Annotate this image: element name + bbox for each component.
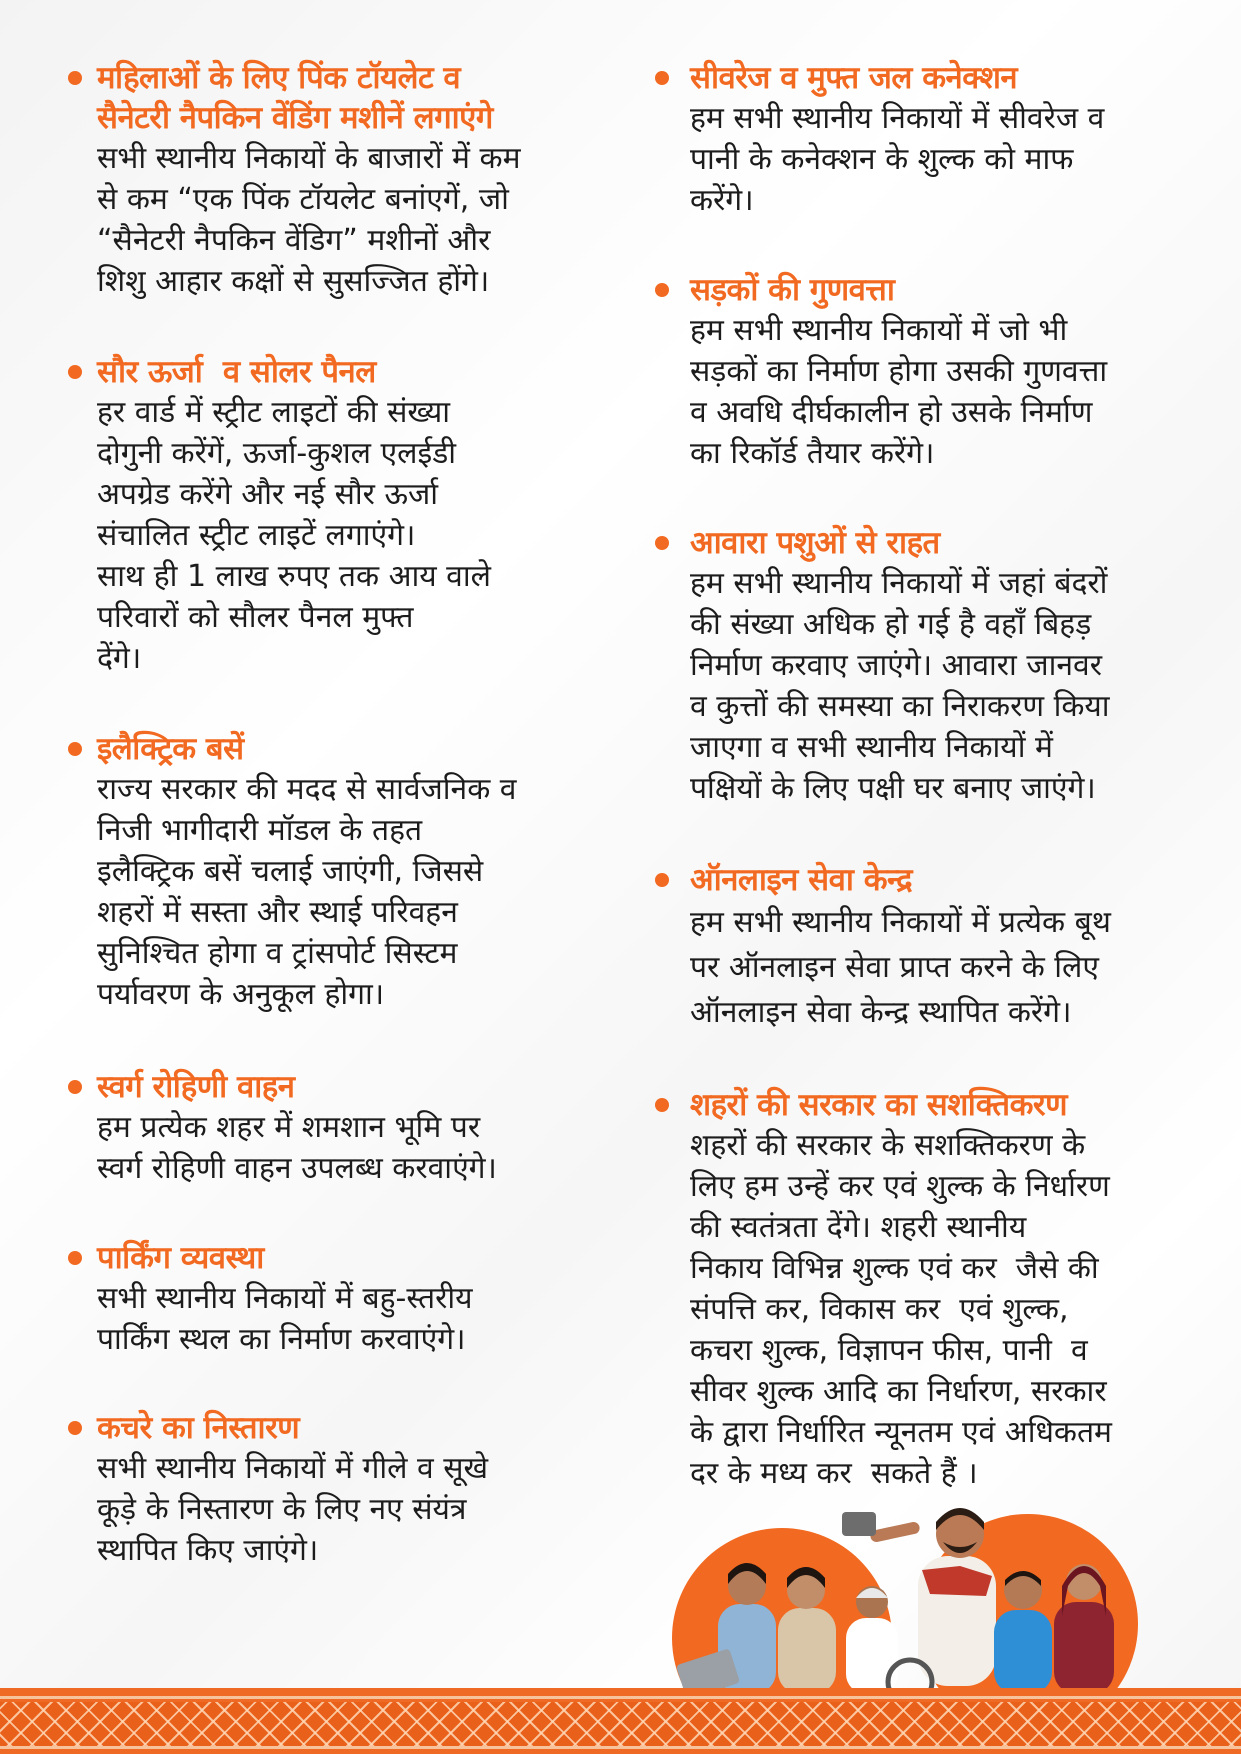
border-line-bottom bbox=[0, 1746, 1241, 1749]
item-body: हर वार्ड में स्ट्रीट लाइटों की संख्या दोगुनी करेंगें, ऊर्जा-कुशल एलईडी अपग्रेड करेंगे और नई सौर ऊर्जा संचालित स्ट्रीट लाइटें लगाएंगे। साथ ही 1 लाख रुपए तक आय वाले परिवारों को सौलर पैनल मुफ्त देंगे। bbox=[97, 395, 491, 676]
item-hearse-vehicle bbox=[97, 1067, 497, 1189]
bullet-dot-icon bbox=[68, 1251, 82, 1265]
item-body: सभी स्थानीय निकायों में गीले व सूखे कूड़े के निस्तारण के लिए नए संयंत्र स्थापित किए जाएंगे। bbox=[97, 1451, 489, 1568]
item-heading: सौर ऊर्जा व सोलर पैनल bbox=[97, 354, 376, 390]
bullet-dot-icon bbox=[68, 1421, 82, 1435]
item-heading: सीवरेज व मुफ्त जल कनेक्शन bbox=[690, 60, 1018, 96]
item-heading: ऑनलाइन सेवा केन्द्र bbox=[690, 862, 913, 898]
border-pattern bbox=[0, 1702, 1241, 1746]
bullet-dot-icon bbox=[68, 365, 82, 379]
item-heading: पार्किंग व्यवस्था bbox=[97, 1240, 264, 1276]
item-heading: कचरे का निस्तारण bbox=[97, 1410, 300, 1446]
item-stray-animals bbox=[690, 523, 1110, 809]
item-body: राज्य सरकार की मदद से सार्वजनिक व निजी भागीदारी मॉडल के तहत इलैक्ट्रिक बसें चलाई जाएंगी, जिससे शहरों में सस्ता और स्थाई परिवहन सुनिश्चित होगा व ट्रांसपोर्ट सिस्टम पर्यावरण के अनुकूल होगा। bbox=[97, 772, 517, 1012]
bullet-dot-icon bbox=[655, 283, 669, 297]
item-heading: सड़कों की गुणवत्ता bbox=[690, 272, 895, 308]
bullet-dot-icon bbox=[655, 1098, 669, 1112]
item-urban-empowerment bbox=[690, 1085, 1112, 1494]
decorative-border bbox=[0, 1688, 1241, 1754]
bullet-dot-icon bbox=[655, 536, 669, 550]
item-road-quality bbox=[690, 270, 1107, 474]
item-body: शहरों की सरकार के सशक्तिकरण के लिए हम उन्हें कर एवं शुल्क के निर्धारण की स्वतंत्रता देंगे। शहरी स्थानीय निकाय विभिन्न शुल्क एवं कर जैसे की संपत्ति कर, विकास कर एवं शुल्क, कचरा शुल्क, विज्ञापन फीस, पानी व सीवर शुल्क आदि का निर्धारण, सरकार के द्वारा निर्धारित न्यूनतम एवं अधिकतम दर के मध्य कर सकते हैं । bbox=[690, 1128, 1112, 1491]
item-body: हम सभी स्थानीय निकायों में जो भी सड़कों का निर्माण होगा उसकी गुणवत्ता व अवधि दीर्घकालीन हो उसके निर्माण का रिकॉर्ड तैयार करेंगे। bbox=[690, 313, 1108, 471]
item-electric-buses bbox=[97, 729, 516, 1015]
item-heading: स्वर्ग रोहिणी वाहन bbox=[97, 1069, 295, 1105]
bullet-dot-icon bbox=[68, 1080, 82, 1094]
item-body: हम सभी स्थानीय निकायों में जहां बंदरों की संख्या अधिक हो गई है वहाँ बिहड़ निर्माण करवाए जाएंगे। आवारा जानवर व कुत्तों की समस्या का निराकरण किया जाएगा व सभी स्थानीय निकायों में पक्षियों के लिए पक्षी घर बनाए जाएंगे। bbox=[690, 566, 1110, 806]
item-heading: आवारा पशुओं से राहत bbox=[690, 525, 940, 561]
bullet-dot-icon bbox=[655, 873, 669, 887]
item-online-service-center bbox=[690, 860, 1111, 1035]
bullet-dot-icon bbox=[68, 742, 82, 756]
campaign-photo bbox=[660, 1486, 1150, 1696]
item-solar-energy bbox=[97, 352, 491, 679]
item-heading: इलैक्ट्रिक बसें bbox=[97, 731, 244, 767]
item-body: सभी स्थानीय निकायों के बाजारों में कम से कम “एक पिंक टॉयलेट बनांएगें, जो “सैनेटरी नैपकिन वेंडिग” मशीनों और शिशु आहार कक्षों से सुसज्जित होंगे। bbox=[97, 141, 521, 299]
item-heading: महिलाओं के लिए पिंक टॉयलेट व सैनेटरी नैपकिन वेंडिंग मशीनें लगाएंगे bbox=[97, 60, 493, 136]
item-heading: शहरों की सरकार का सशक्तिकरण bbox=[690, 1087, 1067, 1123]
item-parking bbox=[97, 1238, 473, 1360]
bullet-dot-icon bbox=[655, 71, 669, 85]
item-body: हम प्रत्येक शहर में शमशान भूमि पर स्वर्ग रोहिणी वाहन उपलब्ध करवाएंगे। bbox=[97, 1110, 497, 1186]
border-line-top bbox=[0, 1696, 1241, 1699]
item-body: सभी स्थानीय निकायों में बहु-स्तरीय पार्किंग स्थल का निर्माण करवाएंगे। bbox=[97, 1281, 473, 1357]
item-waste-disposal bbox=[97, 1408, 488, 1571]
item-pink-toilet bbox=[97, 58, 521, 302]
item-sewerage-water bbox=[690, 58, 1104, 221]
item-body: हम सभी स्थानीय निकायों में सीवरेज व पानी के कनेक्शन के शुल्क को माफ करेंगे। bbox=[690, 101, 1105, 218]
item-body: हम सभी स्थानीय निकायों में प्रत्येक बूथ पर ऑनलाइन सेवा प्राप्त करने के लिए ऑनलाइन सेवा केन्द्र स्थापित करेंगे। bbox=[690, 905, 1111, 1030]
bullet-dot-icon bbox=[68, 71, 82, 85]
